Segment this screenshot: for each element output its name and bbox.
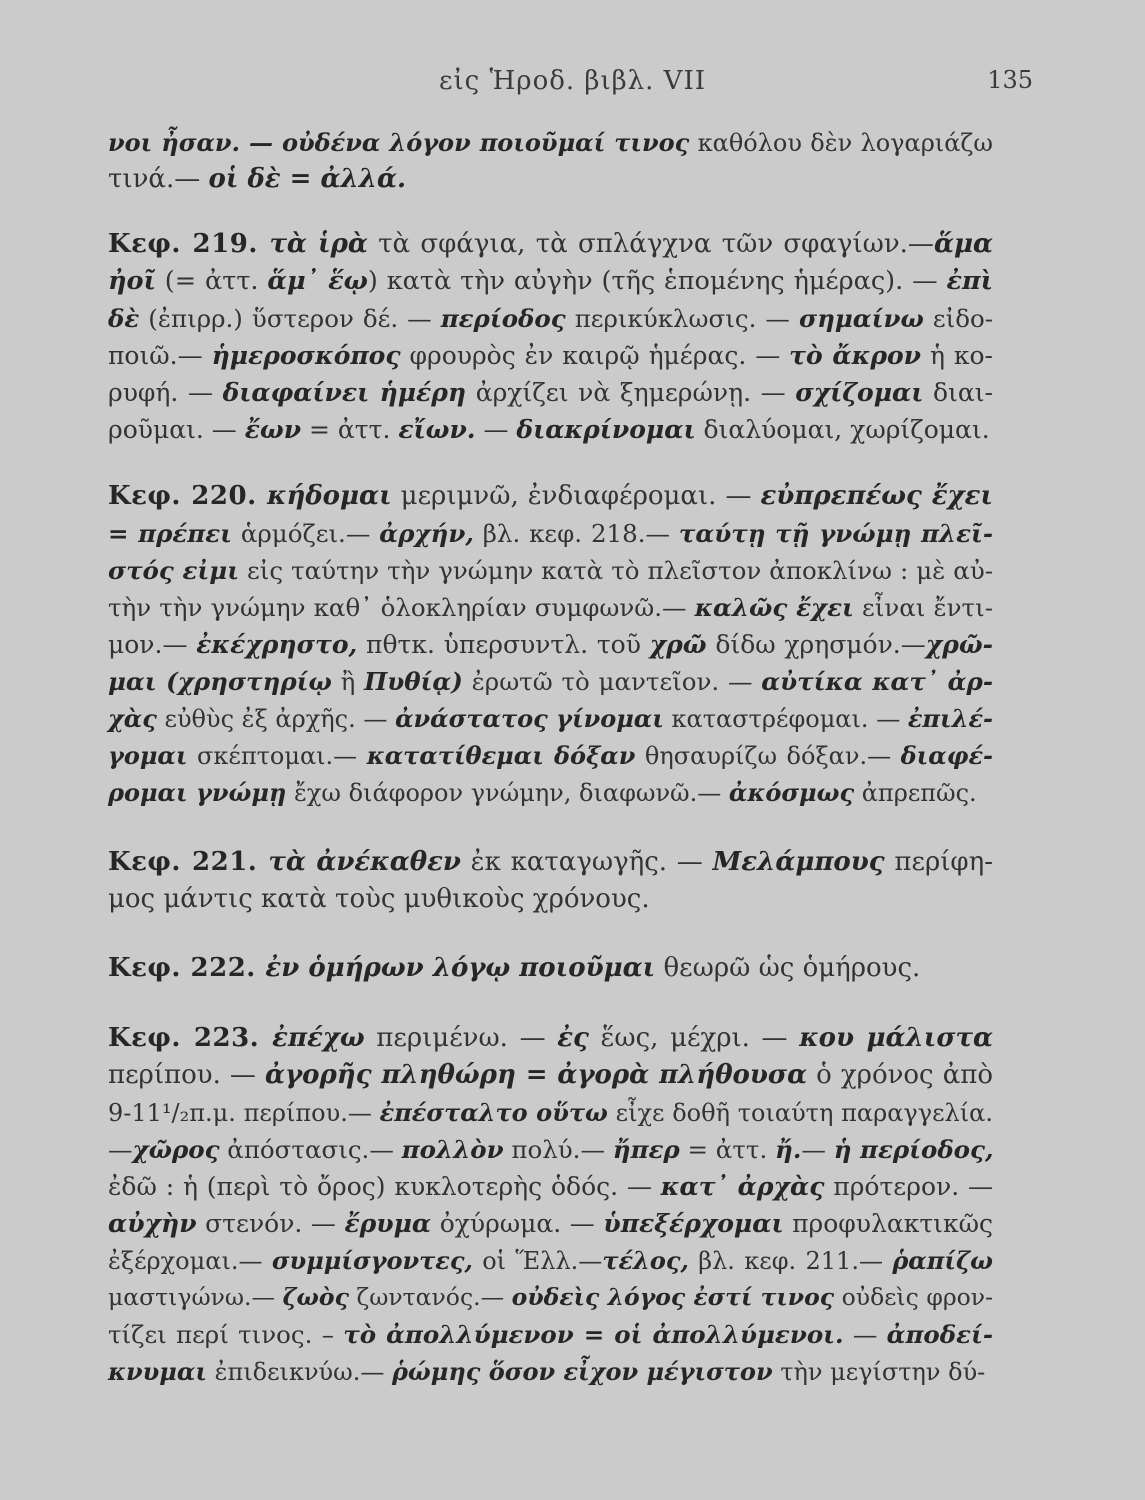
lemma-term: κου μάλιστα	[799, 1023, 993, 1053]
lemma-term: ἡ περίοδος,	[833, 1135, 994, 1164]
text-line	[108, 300, 993, 337]
text-line	[108, 1353, 993, 1390]
gloss-text: ρυφή. —	[108, 378, 223, 407]
text-line	[108, 700, 993, 737]
lemma-term: μαι (χρηστηρίῳ	[108, 667, 332, 696]
lemma-term: διακρίνομαι	[516, 415, 696, 444]
gloss-text: —	[843, 1320, 887, 1349]
chapter-label: Κεφ. 221.	[108, 847, 269, 877]
lemma-term: οἱ δὲ = ἀλλά.	[208, 164, 407, 194]
lemma-term: ἡμεροσκόπος	[211, 341, 401, 370]
text-line	[108, 1168, 993, 1205]
gloss-text: περίφη-	[884, 847, 993, 877]
commentary-text	[108, 124, 993, 1390]
chapter-label: Κεφ. 222.	[108, 953, 266, 983]
gloss-text: πρότερον. —	[824, 1172, 993, 1201]
gloss-text: μος μάντις κατὰ τοὺς μυθικοὺς χρόνους.	[108, 884, 650, 914]
gloss-text: ἐκ καταγωγῆς. —	[460, 847, 713, 877]
lemma-term: ἔρυμα	[344, 1209, 432, 1238]
gloss-text: δίδω χρησμόν.—	[706, 630, 926, 659]
lemma-term: τὰ ἱρὰ	[269, 229, 368, 259]
gloss-text: τὴν τὴν γνώμην καθ᾽ ὁλοκληρίαν συμφωνῶ.—	[108, 593, 695, 622]
lemma-term: καλῶς ἔχει	[694, 593, 854, 622]
text-line	[108, 552, 993, 589]
gloss-text: βλ. κεφ. 218.—	[473, 519, 679, 548]
gloss-text: (= ἀττ.	[155, 266, 268, 296]
gloss-text: ἁρμόζει.—	[231, 519, 380, 548]
gloss-text: διαι-	[923, 378, 993, 407]
gloss-text: μεριμνῶ, ἐνδιαφέρομαι. —	[391, 481, 761, 511]
paragraph	[108, 950, 993, 987]
gloss-text: διαλύομαι, χωρίζομαι.	[695, 415, 990, 444]
running-head: εἰς Ἡροδ. βιβλ. VII	[439, 66, 706, 96]
gloss-text: θησαυρίζω δόξαν.—	[635, 742, 901, 770]
paragraph	[108, 478, 993, 811]
lemma-term: συμμίσγοντες,	[271, 1246, 473, 1275]
gloss-text: προφυλακτικῶς	[783, 1209, 993, 1238]
lemma-term: οὐδεὶς λόγος ἐστί τινος	[511, 1283, 835, 1311]
lemma-term: ὑπεξέρχομαι	[603, 1209, 784, 1238]
lemma-term: κατατίθεμαι δόξαν	[366, 741, 636, 770]
gloss-text: εἰδο-	[923, 304, 993, 333]
gloss-text: ποιῶ.—	[108, 341, 212, 370]
gloss-text: καθόλου δὲν λογαριάζω	[689, 129, 993, 157]
gloss-text: τίζει περί τινος. –	[108, 1320, 344, 1349]
text-line	[108, 411, 993, 448]
gloss-text: ἢ	[331, 667, 365, 696]
lemma-term: ἅμ᾽ ἕῳ	[267, 266, 368, 296]
gloss-text: ) κατὰ τὴν αὐγὴν (τῆς ἑπομένης ἡμέρας). —	[367, 266, 947, 296]
lemma-term: ἐπέσταλτο οὕτω	[379, 1098, 608, 1127]
page-number: 135	[987, 66, 1033, 94]
lemma-term: εἴων.	[398, 415, 476, 444]
gloss-text: ὀχύρωμα. —	[431, 1209, 604, 1238]
gloss-text: ἐδῶ : ἡ (περὶ τὸ ὄρος) κυκλοτερὴς ὁδός. —	[108, 1172, 661, 1201]
lemma-term: νοι ἦσαν. — οὐδένα λόγον ποιοῦμαί τινος	[108, 128, 690, 157]
lemma-term: γομαι	[108, 741, 188, 770]
lemma-term: ἀγορῆς πληθώρη = ἀγορὰ πλήθουσα	[265, 1060, 808, 1090]
gloss-text: εἶναι ἔντι-	[853, 593, 993, 622]
lemma-term: ζωὸς	[282, 1283, 349, 1311]
gloss-text: ἀπρεπῶς.	[854, 779, 977, 807]
lemma-term: εὐπρεπέως ἔχει	[760, 481, 993, 511]
gloss-text: ἔχω διάφορον γνώμην, διαφωνῶ.—	[286, 779, 729, 807]
text-line	[108, 1020, 993, 1057]
text-line	[108, 1094, 993, 1131]
lemma-term: ἀρχήν,	[379, 519, 474, 548]
gloss-text: οὐδεὶς φρον-	[834, 1283, 994, 1311]
paragraph-gap	[108, 918, 993, 950]
lemma-term: Πυθίᾳ)	[364, 667, 463, 696]
lemma-term: διαφαίνει ἡμέρη	[222, 378, 467, 407]
gloss-text: περιμένω. —	[364, 1023, 558, 1053]
lemma-term: ἔων	[244, 415, 302, 444]
gloss-text: εἰς ταύτην τὴν γνώμην κατὰ τὸ πλεῖστον ἀποκλίνω : μὲ αὐ-	[239, 556, 994, 585]
gloss-text: ἐξέρχομαι.—	[108, 1247, 272, 1275]
text-line	[108, 737, 993, 774]
text-line	[108, 774, 993, 811]
chapter-label: Κεφ. 223.	[108, 1023, 273, 1053]
lemma-term: χρῶ-	[925, 630, 993, 659]
gloss-text: —	[108, 1135, 133, 1164]
gloss-text: ἀρχίζει νὰ ξημερώνῃ. —	[466, 378, 796, 407]
gloss-text: ὁ χρόνος ἀπὸ	[807, 1060, 993, 1090]
gloss-text: τὴν μεγίστην δύ-	[772, 1358, 986, 1386]
lemma-term: ταύτῃ τῇ γνώμῃ πλεῖ-	[678, 519, 994, 548]
lemma-term: ἐς	[557, 1023, 589, 1053]
text-line	[108, 1316, 993, 1353]
text-line	[108, 263, 993, 300]
lemma-term: αὐτίκα κατ᾽ ἀρ-	[761, 667, 993, 696]
lemma-term: κατ᾽ ἀρχὰς	[660, 1172, 825, 1201]
paragraph-gap	[108, 987, 993, 1020]
gloss-text: μαστιγώνω.—	[108, 1283, 283, 1311]
gloss-text: φρουρὸς ἐν καιρῷ ἡμέρας. —	[400, 341, 790, 370]
gloss-text: —	[801, 1135, 834, 1164]
lemma-term: ἤ.	[775, 1135, 802, 1164]
paragraph	[108, 844, 993, 918]
lemma-term: = πρέπει	[108, 519, 232, 548]
gloss-text: πολύ.—	[503, 1135, 613, 1164]
text-line	[108, 663, 993, 700]
lemma-term: ἐκέχρηστο,	[196, 630, 358, 659]
gloss-text: ἡ κο-	[921, 341, 993, 370]
gloss-text: ἕως, μέχρι. —	[588, 1023, 800, 1053]
paragraph-gap	[108, 811, 993, 844]
lemma-term: Μελάμπους	[712, 847, 885, 877]
lemma-term: στός εἰμι	[108, 556, 240, 585]
page-header	[0, 66, 1145, 106]
chapter-label: Κεφ. 219.	[108, 229, 270, 259]
text-line	[108, 626, 993, 663]
lemma-term: αὐχὴν	[108, 1209, 197, 1238]
lemma-term: χῶρος	[132, 1135, 220, 1164]
gloss-text: —	[475, 415, 517, 444]
paragraph-gap	[108, 198, 993, 226]
text-line	[108, 1279, 993, 1316]
lemma-term: τὸ ἀπολλύμενον = οἱ ἀπολλύμενοι.	[343, 1320, 844, 1349]
lemma-term: σχίζομαι	[795, 378, 924, 407]
text-line	[108, 226, 993, 263]
text-line	[108, 844, 993, 881]
lemma-term: ἤπερ	[612, 1135, 680, 1164]
gloss-text: ἐπιδεικνύω.—	[206, 1358, 392, 1386]
paragraph	[108, 1020, 993, 1390]
text-line	[108, 161, 993, 198]
paragraph-gap	[108, 448, 993, 478]
paragraph	[108, 124, 993, 198]
lemma-term: δὲ	[108, 304, 140, 333]
lemma-term: ἠοῖ	[108, 266, 156, 296]
text-line	[108, 478, 993, 515]
gloss-text: καταστρέφομαι. —	[663, 705, 908, 733]
gloss-text: (ἐπιρρ.) ὕστερον δέ. —	[139, 304, 441, 333]
text-line	[108, 881, 993, 918]
text-line	[108, 337, 993, 374]
gloss-text: περίπου. —	[108, 1060, 265, 1090]
lemma-term: χὰς	[108, 704, 157, 733]
lemma-term: ἀποδεί-	[886, 1320, 994, 1349]
text-line	[108, 1242, 993, 1279]
gloss-text: 9-11¹/₂π.μ. περίπου.—	[108, 1099, 380, 1127]
gloss-text: τὰ σφάγια, τὰ σπλάγχνα τῶν σφαγίων.—	[367, 229, 934, 259]
text-line	[108, 950, 993, 987]
lemma-term: ἀκόσμως	[728, 778, 855, 807]
text-line	[108, 1057, 993, 1094]
lemma-term: ἀνάστατος γίνομαι	[395, 704, 664, 733]
text-line	[108, 1205, 993, 1242]
lemma-term: ἐν ὁμήρων λόγῳ ποιοῦμαι	[265, 953, 656, 983]
text-line	[108, 589, 993, 626]
gloss-text: = ἀττ.	[301, 415, 399, 444]
gloss-text: ροῦμαι. —	[108, 415, 245, 444]
lemma-term: ἐπέχω	[272, 1023, 365, 1053]
gloss-text: περικύκλωσις. —	[565, 304, 799, 333]
paragraph	[108, 226, 993, 448]
lemma-term: ῥαπίζω	[892, 1246, 994, 1275]
lemma-term: κήδομαι	[266, 481, 392, 511]
lemma-term: περίοδος	[440, 304, 566, 333]
gloss-text: οἱ Ἕλλ.—	[472, 1247, 603, 1275]
gloss-text: ἀπόστασις.—	[219, 1135, 402, 1164]
lemma-term: ρομαι γνώμῃ	[108, 778, 287, 807]
gloss-text: = ἀττ.	[679, 1135, 776, 1164]
lemma-term: ἐπὶ	[946, 266, 993, 296]
gloss-text: σκέπτομαι.—	[187, 742, 367, 770]
gloss-text: ἐρωτῶ τὸ μαντεῖον. —	[462, 667, 762, 696]
gloss-text: εἶχε δοθῆ τοιαύτη παραγγελία.	[607, 1099, 993, 1127]
lemma-term: ἅμα	[933, 229, 993, 259]
lemma-term: τέλος,	[602, 1246, 689, 1275]
lemma-term: ἐπιλέ-	[907, 704, 993, 733]
text-line	[108, 1131, 993, 1168]
gloss-text: μον.—	[108, 630, 197, 659]
text-line	[108, 124, 993, 161]
gloss-text: εὐθὺς ἐξ ἀρχῆς. —	[156, 705, 396, 733]
gloss-text: ζωντανός.—	[348, 1283, 512, 1311]
gloss-text: πθτκ. ὑπερσυντλ. τοῦ	[357, 630, 650, 659]
lemma-term: σημαίνω	[799, 304, 924, 333]
lemma-term: τὸ ἄκρον	[789, 341, 921, 370]
chapter-label: Κεφ. 220.	[108, 481, 267, 511]
lemma-term: πολλὸν	[401, 1135, 504, 1164]
text-line	[108, 515, 993, 552]
gloss-text: τινά.—	[108, 164, 209, 194]
lemma-term: τὰ ἀνέκαθεν	[268, 847, 461, 877]
text-line	[108, 374, 993, 411]
lemma-term: χρῶ	[649, 630, 707, 659]
gloss-text: βλ. κεφ. 211.—	[688, 1247, 893, 1275]
gloss-text: θεωρῶ ὡς ὁμήρους.	[655, 953, 921, 983]
lemma-term: ῥώμης ὅσον εἶχον μέγιστον	[391, 1357, 773, 1386]
lemma-term: διαφέ-	[900, 741, 993, 770]
lemma-term: κνυμαι	[108, 1357, 207, 1386]
gloss-text: στενόν. —	[196, 1209, 345, 1238]
